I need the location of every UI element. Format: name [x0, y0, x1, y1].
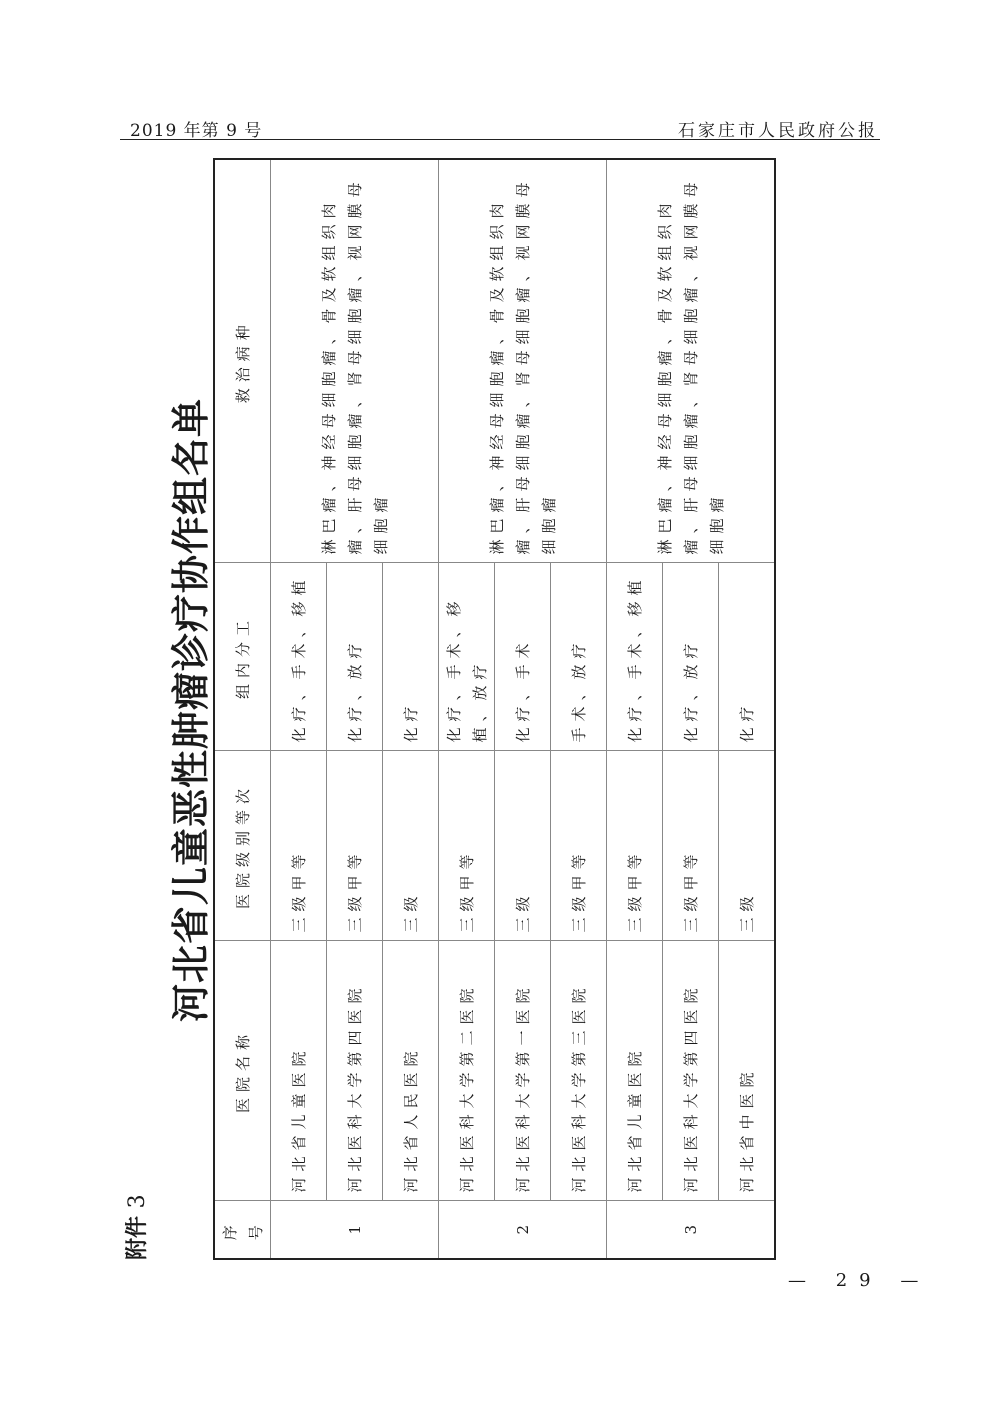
hospital-table: [213, 158, 776, 1260]
hospital-name: 河北医科大学第三医院: [551, 941, 607, 1201]
division-of-labor: 化疗、手术、移植、放疗: [439, 563, 495, 751]
table-row: [271, 159, 327, 1259]
page-number: — 29 —: [788, 1270, 931, 1291]
hospital-name: 河北医科大学第四医院: [663, 941, 719, 1201]
table-row: [439, 159, 495, 1259]
hospital-name: 河北医科大学第四医院: [327, 941, 383, 1201]
column-header: 医院名称: [214, 941, 271, 1201]
group-number: 2: [439, 1201, 607, 1259]
division-of-labor: 手术、放疗: [551, 563, 607, 751]
hospital-level: 三级甲等: [663, 751, 719, 941]
division-of-labor: 化疗: [719, 563, 776, 751]
hospital-level: 三级甲等: [551, 751, 607, 941]
hospital-level: 三级甲等: [439, 751, 495, 941]
column-header: 序号: [214, 1201, 271, 1259]
hospital-name: 河北省人民医院: [383, 941, 439, 1201]
column-header: 救治病种: [214, 159, 271, 563]
table-header-row: [214, 159, 271, 1259]
disease-list: 淋巴瘤、神经母细胞瘤、骨及软组织肉瘤、肝母细胞瘤、肾母细胞瘤、视网膜母细胞瘤: [607, 159, 776, 563]
division-of-labor: 化疗: [383, 563, 439, 751]
rotated-content: [120, 160, 800, 1260]
division-of-labor: 化疗、手术、移植: [271, 563, 327, 751]
group-number: 1: [271, 1201, 439, 1259]
hospital-level: 三级: [719, 751, 776, 941]
hospital-level: 三级: [383, 751, 439, 941]
division-of-labor: 化疗、放疗: [663, 563, 719, 751]
hospital-level: 三级甲等: [271, 751, 327, 941]
hospital-name: 河北医科大学第二医院: [439, 941, 495, 1201]
hospital-name: 河北省儿童医院: [271, 941, 327, 1201]
division-of-labor: 化疗、手术、移植: [607, 563, 663, 751]
header-rule: [120, 139, 880, 140]
attachment-number: 3: [125, 1194, 150, 1209]
hospital-name: 河北医科大学第一医院: [495, 941, 551, 1201]
hospital-level: 三级甲等: [327, 751, 383, 941]
hospital-level: 三级甲等: [607, 751, 663, 941]
publication-name: 石家庄市人民政府公报: [678, 121, 878, 141]
hospital-name: 河北省中医院: [719, 941, 776, 1201]
disease-list: 淋巴瘤、神经母细胞瘤、骨及软组织肉瘤、肝母细胞瘤、肾母细胞瘤、视网膜母细胞瘤: [439, 159, 607, 563]
division-of-labor: 化疗、手术: [495, 563, 551, 751]
division-of-labor: 化疗、放疗: [327, 563, 383, 751]
column-header: 组内分工: [214, 563, 271, 751]
attachment-label: [120, 1194, 151, 1260]
hospital-level: 三级: [495, 751, 551, 941]
issue-label: 2019 年第 9 号: [130, 121, 263, 141]
hospital-name: 河北省儿童医院: [607, 941, 663, 1201]
disease-list: 淋巴瘤、神经母细胞瘤、骨及软组织肉瘤、肝母细胞瘤、肾母细胞瘤、视网膜母细胞瘤: [271, 159, 439, 563]
table-row: [607, 159, 663, 1259]
document-title: 河北省儿童恶性肿瘤诊疗协作组名单: [168, 398, 213, 1023]
attachment-prefix: 附件: [124, 1215, 150, 1260]
group-number: 3: [607, 1201, 776, 1259]
column-header: 医院级别等次: [214, 751, 271, 941]
